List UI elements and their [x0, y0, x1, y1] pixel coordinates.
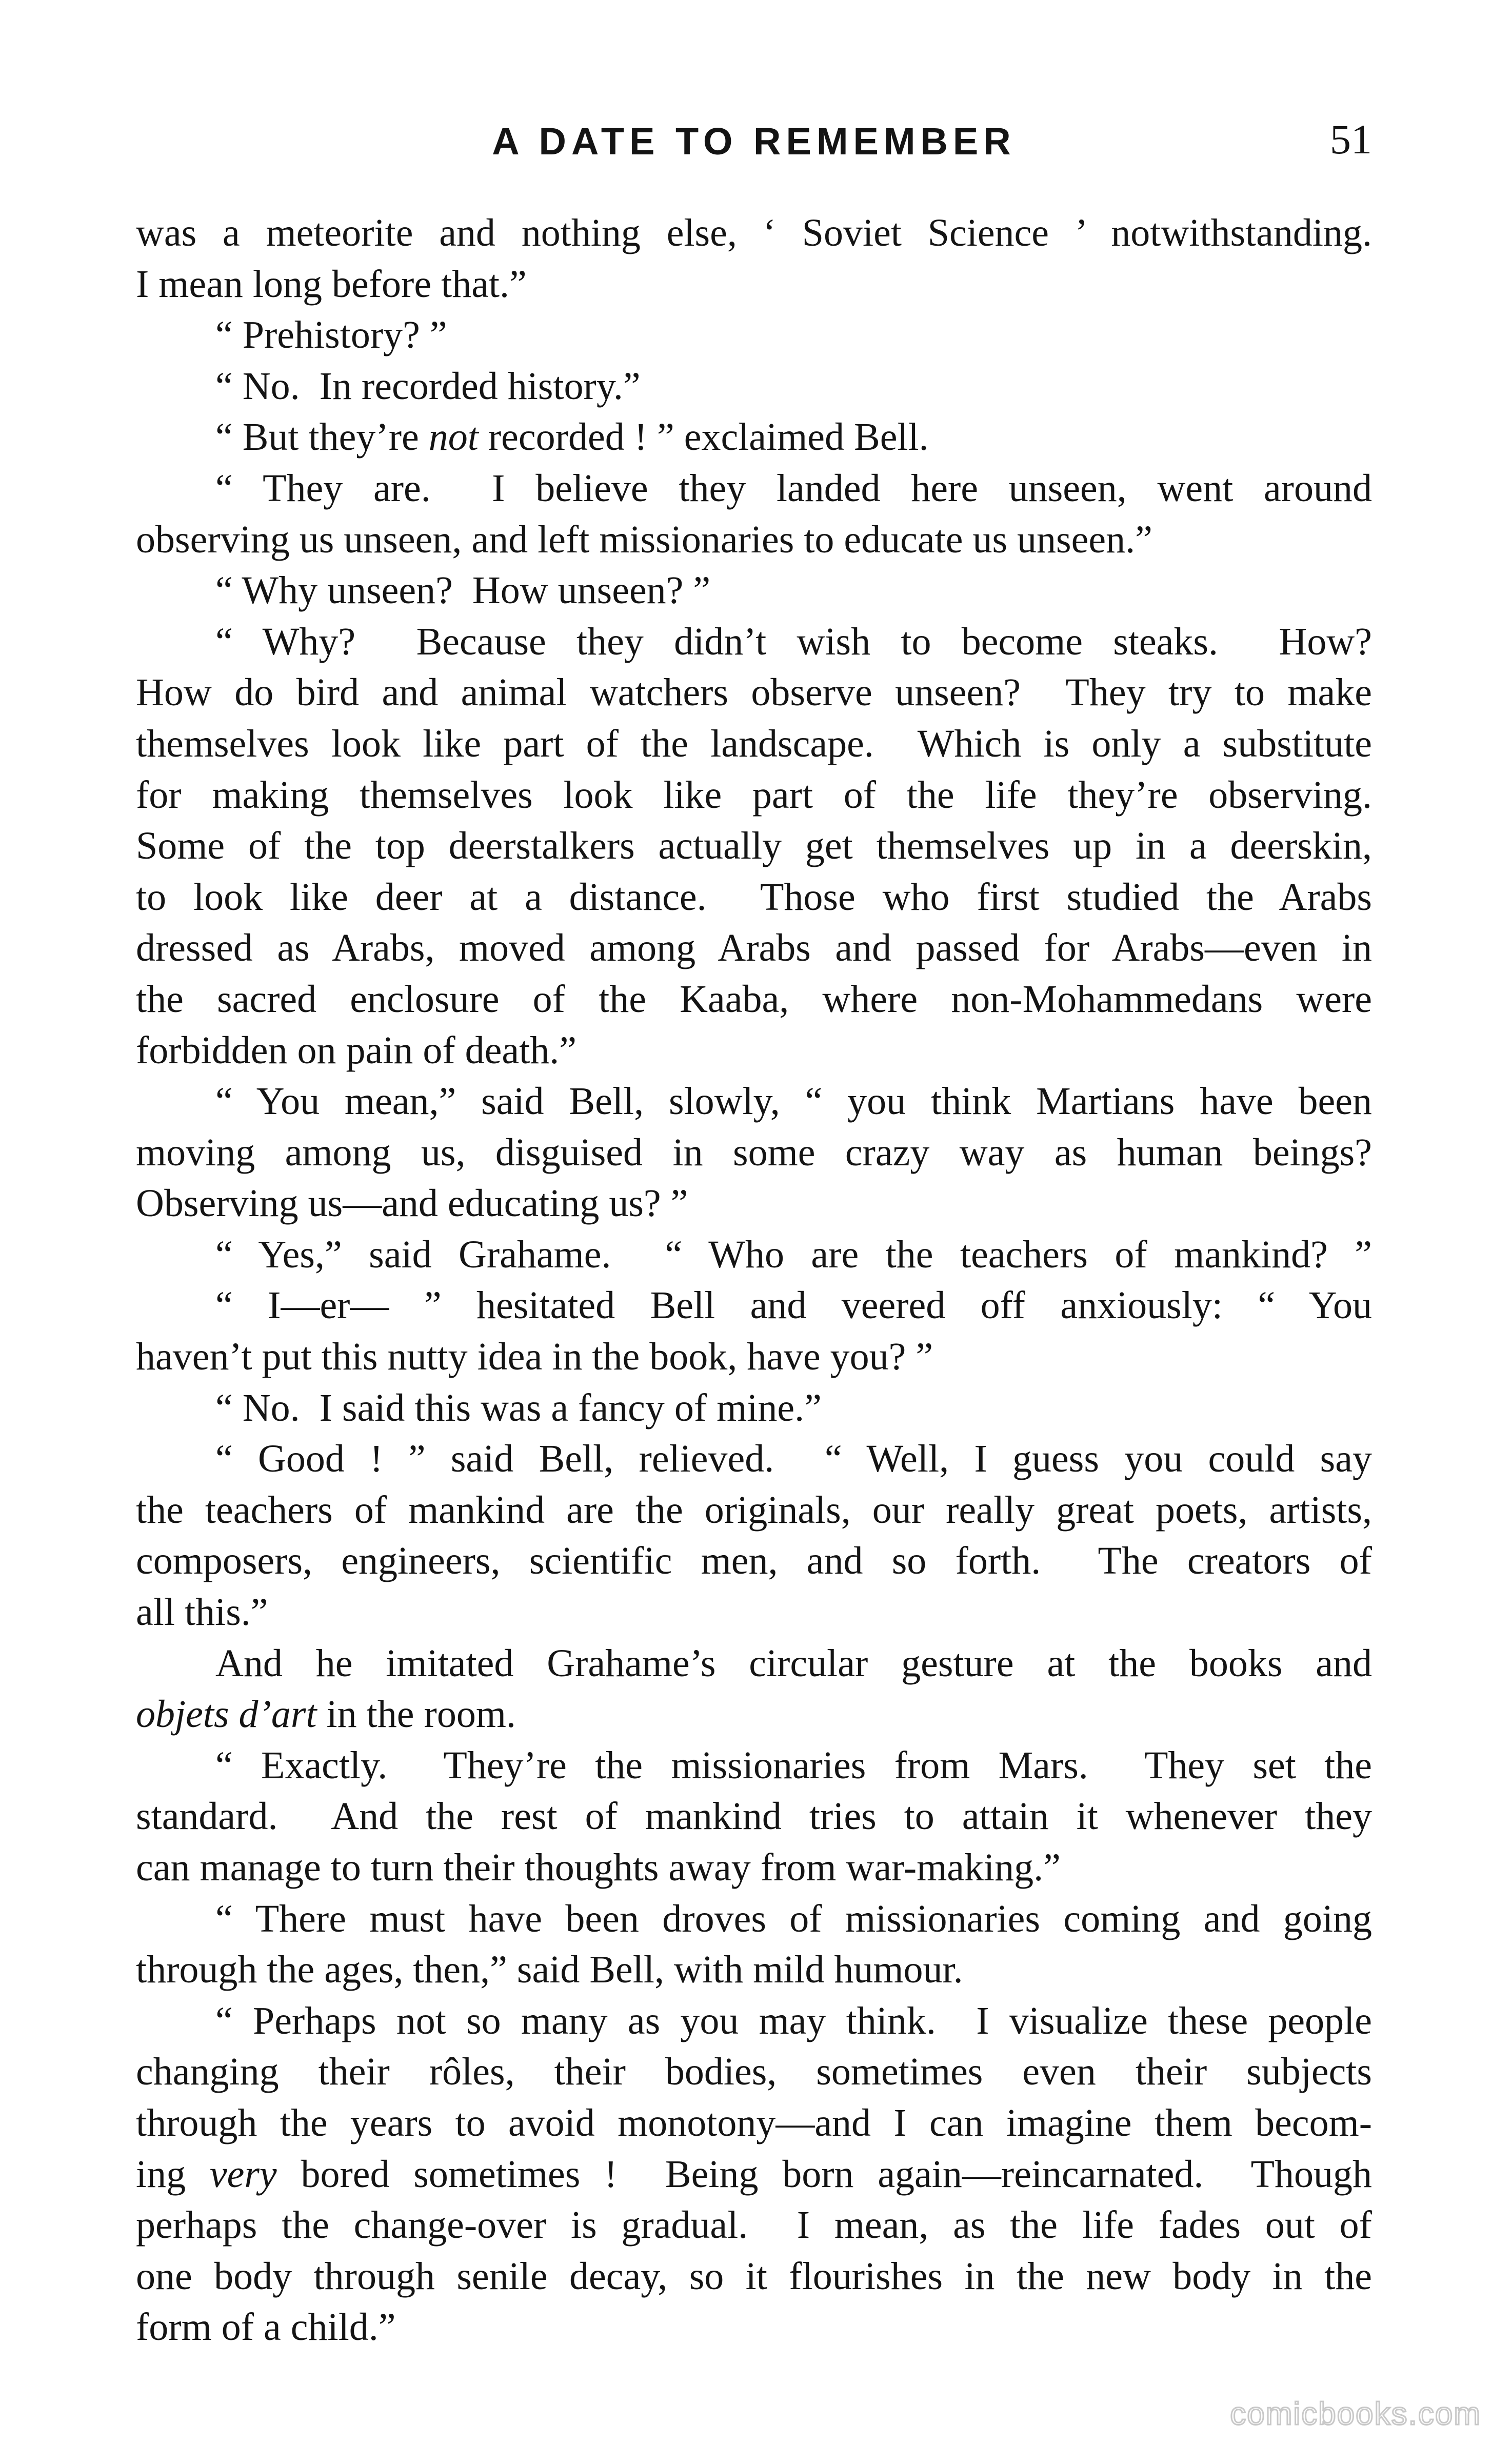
text-line: haven’t put this nutty idea in the book, have you? ” [136, 1335, 933, 1379]
page-number: 51 [1330, 116, 1372, 163]
text-line: “ You mean,” said Bell, slowly, “ you think Martians have been [215, 1080, 1372, 1123]
text-line: I mean long before that.” [136, 262, 527, 306]
text-line: all this.” [136, 1591, 268, 1634]
text-line: objets d’art in the room. [136, 1693, 516, 1736]
text-line: through the years to avoid monotony—and I can imagine them becom- [136, 2101, 1372, 2144]
text-line: And he imitated Grahame’s circular gesture at the books and [215, 1641, 1372, 1685]
text-line: “ Good ! ” said Bell, relieved. “ Well, I guess you could say [215, 1437, 1372, 1481]
text-line: the sacred enclosure of the Kaaba, where non-Mohammedans were [136, 977, 1372, 1021]
text-line: form of a child.” [136, 2306, 396, 2349]
text-line: “ There must have been droves of missionaries coming and going [215, 1897, 1372, 1940]
text-line: was a meteorite and nothing else, ‘ Soviet Science ’ notwithstanding. [136, 211, 1372, 254]
text-line: through the ages, then,” said Bell, with mild humour. [136, 1948, 963, 1992]
body-text [136, 208, 1372, 2353]
text-line: changing their rôles, their bodies, sometimes even their subjects [136, 2050, 1372, 2094]
text-line: perhaps the change-over is gradual. I mean, as the life fades out of [136, 2203, 1372, 2247]
text-line: for making themselves look like part of the life they’re observing. [136, 773, 1372, 817]
text-line: How do bird and animal watchers observe unseen? They try to make [136, 671, 1372, 714]
text-line: “ Why? Because they didn’t wish to become steaks. How? [215, 620, 1372, 663]
text-line: Some of the top deerstalkers actually get themselves up in a deerskin, [136, 824, 1372, 868]
text-line: “ No. In recorded history.” [215, 364, 641, 408]
text-line: “ Prehistory? ” [215, 313, 447, 357]
text-line: ing very bored sometimes ! Being born again—reincarnated. Though [136, 2152, 1372, 2196]
text-line: standard. And the rest of mankind tries to attain it whenever they [136, 1795, 1372, 1838]
watermark: comicbooks.com [1230, 2396, 1481, 2432]
text-line: “ Why unseen? How unseen? ” [215, 569, 711, 612]
running-title: A DATE TO REMEMBER [492, 120, 1016, 163]
text-line: observing us unseen, and left missionaries to educate us unseen.” [136, 518, 1152, 561]
text-line: “ But they’re not recorded ! ” exclaimed Bell. [215, 415, 929, 459]
text-line: “ Exactly. They’re the missionaries from Mars. They set the [215, 1743, 1372, 1787]
text-line: themselves look like part of the landscape. Which is only a substitute [136, 722, 1372, 765]
text-line: “ I—er— ” hesitated Bell and veered off anxiously: “ You [215, 1284, 1372, 1327]
text-line: the teachers of mankind are the originals, our really great poets, artists, [136, 1488, 1372, 1532]
text-line: “ Perhaps not so many as you may think. I visualize these people [215, 1999, 1372, 2042]
text-line: to look like deer at a distance. Those who first studied the Arabs [136, 875, 1372, 919]
text-line: forbidden on pain of death.” [136, 1028, 576, 1072]
text-line: “ They are. I believe they landed here unseen, went around [215, 466, 1372, 510]
text-line: moving among us, disguised in some crazy way as human beings? [136, 1130, 1372, 1174]
text-line: Observing us—and educating us? ” [136, 1182, 688, 1225]
text-line: one body through senile decay, so it flourishes in the new body in the [136, 2254, 1372, 2298]
text-line: “ No. I said this was a fancy of mine.” [215, 1386, 822, 1429]
text-line: dressed as Arabs, moved among Arabs and passed for Arabs—even in [136, 926, 1372, 970]
running-head [136, 110, 1372, 177]
text-line: composers, engineers, scientific men, and so forth. The creators of [136, 1539, 1372, 1583]
text-line: “ Yes,” said Grahame. “ Who are the teachers of mankind? ” [215, 1233, 1372, 1276]
text-line: can manage to turn their thoughts away from war-making.” [136, 1846, 1061, 1889]
